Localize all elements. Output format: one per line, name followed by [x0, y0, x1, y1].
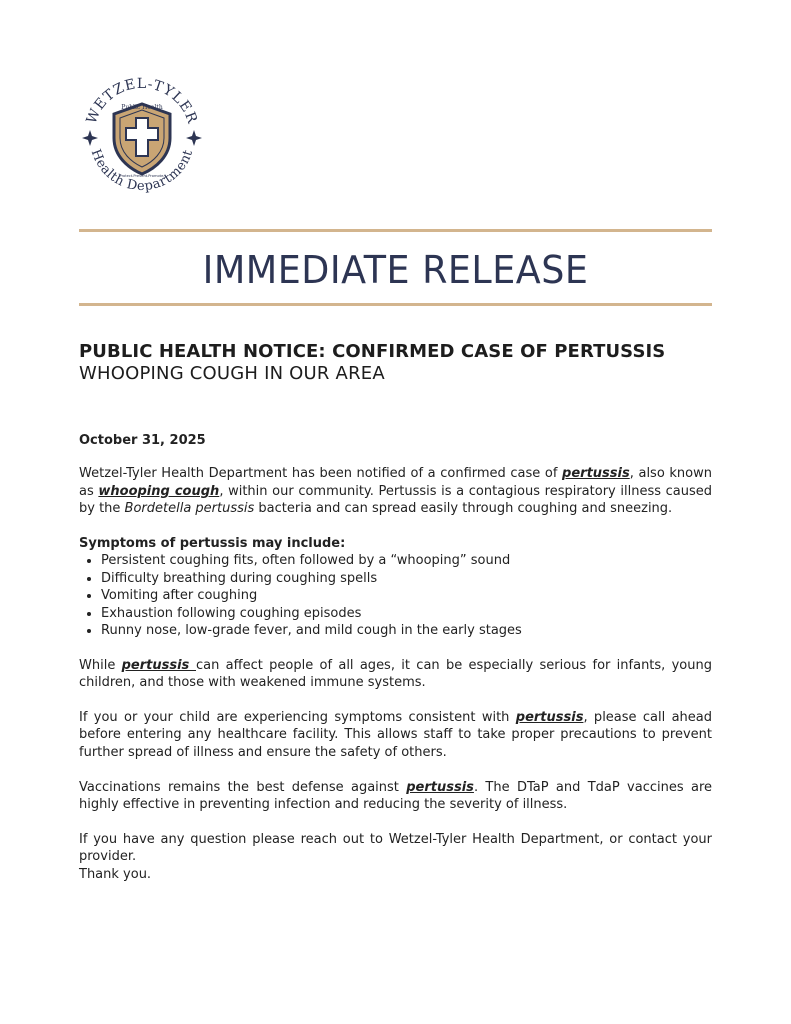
logo-arc-bottom-text: Health Department — [87, 147, 197, 195]
notice-title: PUBLIC HEALTH NOTICE: CONFIRMED CASE OF PERTUSSIS — [79, 341, 666, 362]
logo-tagline-text: Protect.Prevent.Promote. — [119, 174, 165, 178]
risk-text-2: can affect people of all ages, it can be especially serious for infants, young children, and those with weakened immune systems. — [79, 657, 712, 691]
keyword-pertussis: pertussis — [562, 466, 630, 482]
closing-text: Thank you. — [79, 866, 152, 882]
intro-text-3: , within our community. Pertussis is a contagious respiratory illness caused by the — [79, 483, 712, 517]
list-item: • Runny nose, low-grade fever, and mild cough in the early stages — [101, 622, 712, 639]
sparkle-right-icon — [186, 130, 202, 146]
vaccination-text-1: Vaccinations remains the best defense against — [79, 779, 407, 795]
keyword-pertussis: pertussis — [406, 779, 474, 795]
divider-bottom — [79, 303, 712, 306]
contact-paragraph: If you have any question please reach out to Wetzel-Tyler Health Department, or contact your provider. — [79, 831, 712, 865]
intro-text-4: bacteria and can spread easily through coughing and sneezing. — [254, 501, 673, 517]
vaccination-paragraph — [79, 779, 712, 814]
call-ahead-text-2: , please call ahead before entering any healthcare facility. This allows staff to take proper precautions to prevent further spread of illness and ensure the safety of others. — [79, 710, 712, 760]
sparkle-left-icon — [82, 130, 98, 146]
bacteria-name: Bordetella pertussis — [124, 501, 255, 517]
document-body — [79, 432, 712, 883]
keyword-pertussis: pertussis — [515, 710, 584, 726]
risk-paragraph — [79, 657, 712, 692]
keyword-whooping-cough: whooping cough — [98, 483, 220, 499]
call-ahead-text-1: If you or your child are experiencing symptoms consistent with — [79, 710, 516, 726]
symptoms-heading: Symptoms of pertussis may include: — [79, 536, 346, 552]
risk-text-1: While — [79, 657, 122, 673]
logo-arc-top-text: WETZEL-TYLER — [83, 76, 201, 127]
list-item: • Vomiting after coughing — [101, 587, 712, 604]
notice-subtitle: WHOOPING COUGH IN OUR AREA — [79, 363, 385, 384]
call-ahead-paragraph — [79, 709, 712, 761]
list-item: • Exhaustion following coughing episodes — [101, 605, 712, 622]
intro-text-2: , also known as — [79, 466, 712, 499]
page-headline: IMMEDIATE RELEASE — [202, 248, 589, 292]
symptoms-list — [79, 552, 712, 639]
health-department-logo — [76, 76, 208, 202]
logo-inner-top-text: Public Health — [121, 104, 163, 111]
divider-top — [79, 229, 712, 232]
keyword-pertussis: pertussis — [121, 657, 196, 673]
list-item: • Difficulty breathing during coughing spells — [101, 570, 712, 587]
vaccination-text-2: . The DTaP and TdaP vaccines are highly effective in preventing infection and reducing the severity of illness. — [79, 779, 713, 813]
release-date: October 31, 2025 — [79, 433, 206, 448]
intro-text-1: Wetzel-Tyler Health Department has been notified of a confirmed case of — [79, 466, 563, 482]
intro-paragraph — [79, 465, 712, 517]
list-item: • Persistent coughing fits, often followed by a “whooping” sound — [101, 552, 712, 569]
